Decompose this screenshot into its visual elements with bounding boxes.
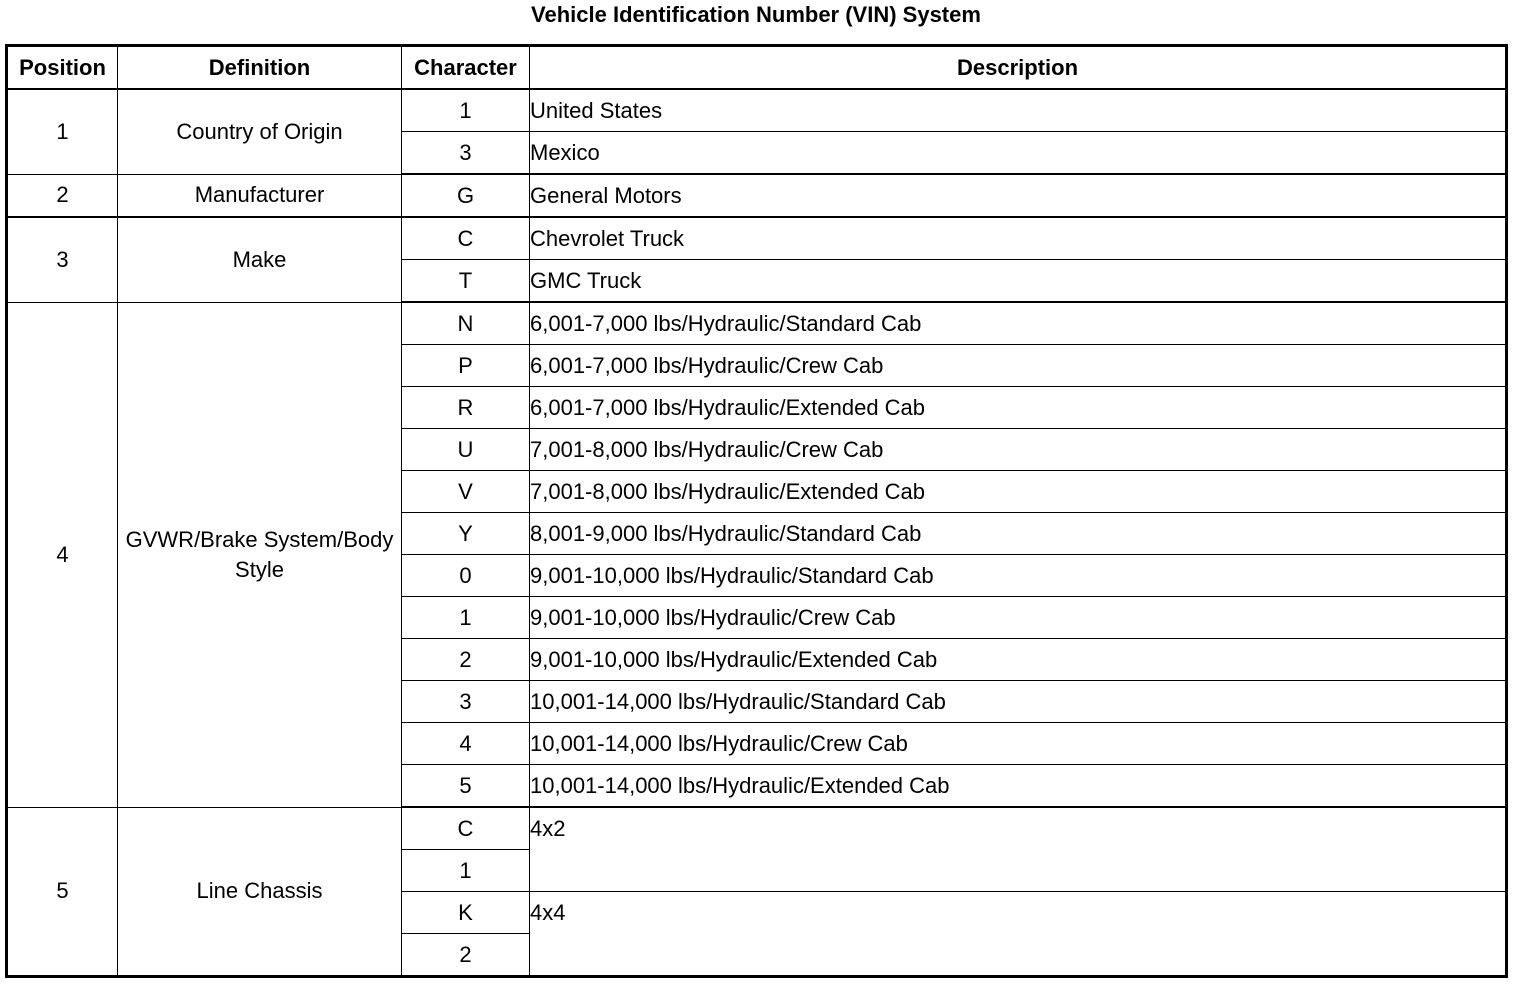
table-row: [7, 89, 1507, 132]
character-cell: 3: [402, 132, 530, 175]
description-cell: Mexico: [530, 132, 1507, 175]
character-cell: T: [402, 260, 530, 303]
character-cell: 1: [402, 597, 530, 639]
character-cell: K: [402, 892, 530, 934]
definition-cell: Make: [118, 217, 402, 302]
character-cell: V: [402, 471, 530, 513]
character-cell: Y: [402, 513, 530, 555]
description-cell: 9,001-10,000 lbs/Hydraulic/Standard Cab: [530, 555, 1507, 597]
position-cell: 2: [7, 174, 118, 217]
character-cell: G: [402, 174, 530, 217]
header-description: Description: [530, 46, 1507, 90]
character-cell: 5: [402, 765, 530, 808]
description-cell: 6,001-7,000 lbs/Hydraulic/Crew Cab: [530, 345, 1507, 387]
header-position: Position: [7, 46, 118, 90]
description-cell: 7,001-8,000 lbs/Hydraulic/Extended Cab: [530, 471, 1507, 513]
character-cell: P: [402, 345, 530, 387]
description-cell: 8,001-9,000 lbs/Hydraulic/Standard Cab: [530, 513, 1507, 555]
character-cell: 1: [402, 850, 530, 892]
description-cell: 6,001-7,000 lbs/Hydraulic/Standard Cab: [530, 302, 1507, 345]
definition-cell: GVWR/Brake System/Body Style: [118, 302, 402, 807]
character-cell: C: [402, 807, 530, 850]
character-cell: C: [402, 217, 530, 260]
description-cell: 6,001-7,000 lbs/Hydraulic/Extended Cab: [530, 387, 1507, 429]
position-cell: 3: [7, 217, 118, 302]
description-cell: 9,001-10,000 lbs/Hydraulic/Extended Cab: [530, 639, 1507, 681]
vin-table: [5, 44, 1508, 978]
position-cell: 1: [7, 89, 118, 174]
description-cell: United States: [530, 89, 1507, 132]
table-row: [7, 302, 1507, 345]
header-row: [7, 46, 1507, 90]
description-cell: 10,001-14,000 lbs/Hydraulic/Standard Cab: [530, 681, 1507, 723]
description-cell: 4x4: [530, 892, 1507, 977]
definition-cell: Manufacturer: [118, 174, 402, 217]
description-cell: 10,001-14,000 lbs/Hydraulic/Crew Cab: [530, 723, 1507, 765]
description-cell: 10,001-14,000 lbs/Hydraulic/Extended Cab: [530, 765, 1507, 808]
character-cell: 1: [402, 89, 530, 132]
character-cell: 3: [402, 681, 530, 723]
character-cell: 4: [402, 723, 530, 765]
table-row: [7, 217, 1507, 260]
description-cell: General Motors: [530, 174, 1507, 217]
table-row: [7, 807, 1507, 850]
header-definition: Definition: [118, 46, 402, 90]
character-cell: 2: [402, 934, 530, 977]
position-cell: 5: [7, 807, 118, 977]
description-cell: 4x2: [530, 807, 1507, 892]
character-cell: U: [402, 429, 530, 471]
character-cell: R: [402, 387, 530, 429]
character-cell: 2: [402, 639, 530, 681]
description-cell: Chevrolet Truck: [530, 217, 1507, 260]
character-cell: 0: [402, 555, 530, 597]
definition-cell: Country of Origin: [118, 89, 402, 174]
page-title: Vehicle Identification Number (VIN) System: [531, 2, 981, 27]
description-cell: GMC Truck: [530, 260, 1507, 303]
description-cell: 9,001-10,000 lbs/Hydraulic/Crew Cab: [530, 597, 1507, 639]
description-cell: 7,001-8,000 lbs/Hydraulic/Crew Cab: [530, 429, 1507, 471]
definition-cell: Line Chassis: [118, 807, 402, 977]
header-character: Character: [402, 46, 530, 90]
character-cell: N: [402, 302, 530, 345]
table-row: [7, 174, 1507, 217]
position-cell: 4: [7, 302, 118, 807]
